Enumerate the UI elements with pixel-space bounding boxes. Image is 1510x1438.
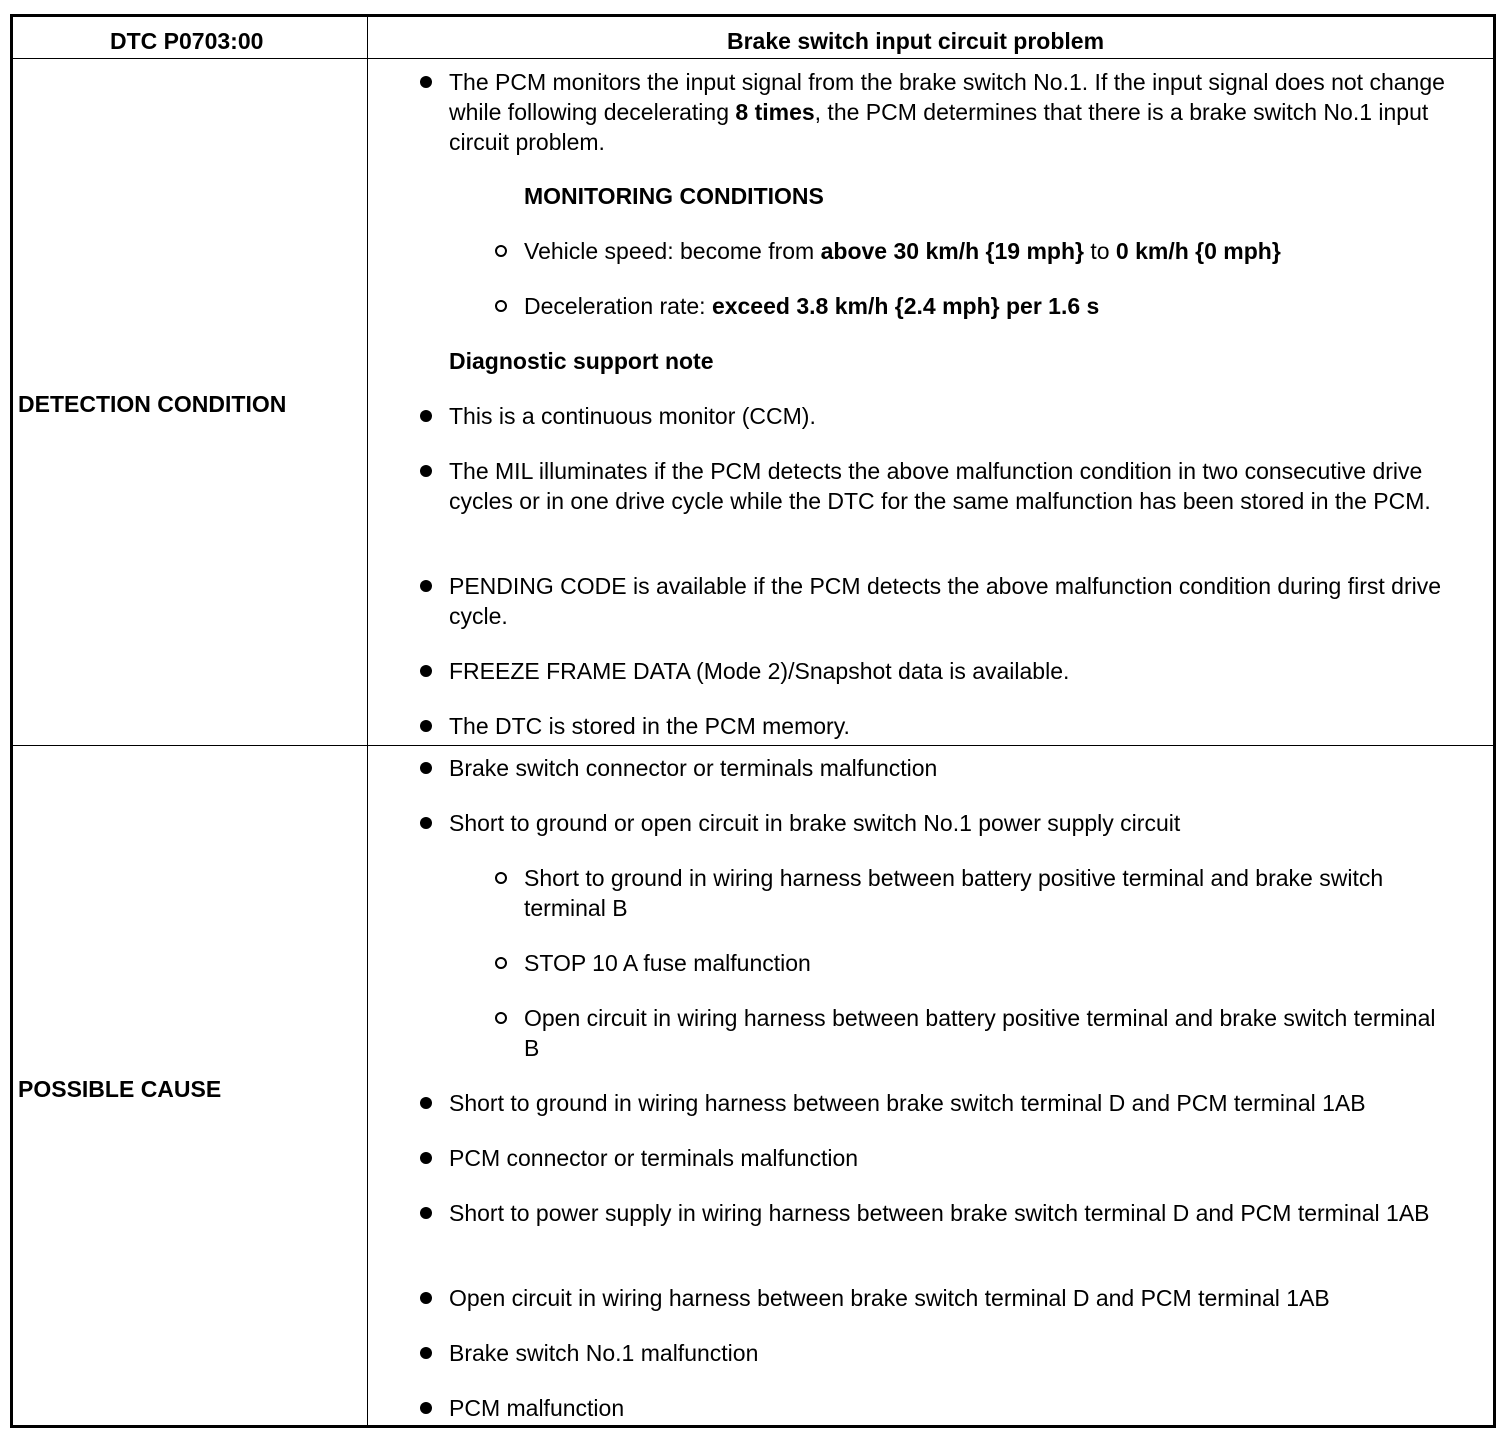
bullet-icon bbox=[420, 1292, 432, 1304]
cause-item: Brake switch connector or terminals malfunction bbox=[449, 753, 1479, 783]
bullet-icon bbox=[420, 1207, 432, 1219]
bullet-icon bbox=[420, 1402, 432, 1414]
support-note: The DTC is stored in the PCM memory. bbox=[449, 711, 1479, 741]
bullet-icon bbox=[420, 580, 432, 592]
sub-bullet-icon bbox=[495, 957, 507, 969]
cause-item: Short to power supply in wiring harness between brake switch terminal D and PCM terminal 1AB bbox=[449, 1198, 1479, 1228]
detection-intro: The PCM monitors the input signal from the brake switch No.1. If the input signal does not change while following decelerating 8 times, the PCM determines that there is a brake switch No.1 input circuit problem. bbox=[449, 67, 1479, 157]
cause-item: PCM connector or terminals malfunction bbox=[449, 1143, 1479, 1173]
support-note: This is a continuous monitor (CCM). bbox=[449, 401, 1479, 431]
cause-item: PCM malfunction bbox=[449, 1393, 1479, 1423]
sub-bullet-icon bbox=[495, 1012, 507, 1024]
bullet-icon bbox=[420, 720, 432, 732]
sub-bullet-icon bbox=[495, 872, 507, 884]
cause-item: Open circuit in wiring harness between brake switch terminal D and PCM terminal 1AB bbox=[449, 1283, 1479, 1313]
cause-item: Short to ground in wiring harness between brake switch terminal D and PCM terminal 1AB bbox=[449, 1088, 1479, 1118]
cause-sub-item: STOP 10 A fuse malfunction bbox=[524, 948, 1474, 978]
support-note: The MIL illuminates if the PCM detects the above malfunction condition in two consecutive drive cycles or in one drive cycle while the DTC for the same malfunction has been stored in the PCM. bbox=[449, 456, 1479, 516]
bullet-icon bbox=[420, 665, 432, 677]
monitoring-conditions-heading: MONITORING CONDITIONS bbox=[524, 183, 824, 209]
bullet-icon bbox=[420, 1152, 432, 1164]
support-note: FREEZE FRAME DATA (Mode 2)/Snapshot data is available. bbox=[449, 656, 1479, 686]
diagnostic-support-heading: Diagnostic support note bbox=[449, 348, 714, 374]
bullet-icon bbox=[420, 817, 432, 829]
sub-bullet-icon bbox=[495, 300, 507, 312]
bullet-icon bbox=[420, 1347, 432, 1359]
header-divider bbox=[13, 58, 1493, 59]
monitoring-deceleration: Deceleration rate: exceed 3.8 km/h {2.4 mph} per 1.6 s bbox=[524, 291, 1474, 321]
dtc-code: DTC P0703:00 bbox=[110, 28, 264, 54]
dtc-document bbox=[10, 14, 1496, 1428]
dtc-title: Brake switch input circuit problem bbox=[727, 28, 1105, 54]
sub-bullet-icon bbox=[495, 245, 507, 257]
bullet-icon bbox=[420, 76, 432, 88]
bullet-icon bbox=[420, 465, 432, 477]
bullet-icon bbox=[420, 762, 432, 774]
possible-cause-label: POSSIBLE CAUSE bbox=[18, 1076, 222, 1102]
section-divider bbox=[13, 745, 1493, 746]
column-divider bbox=[367, 17, 368, 1425]
monitoring-speed: Vehicle speed: become from above 30 km/h {19 mph} to 0 km/h {0 mph} bbox=[524, 236, 1474, 266]
bullet-icon bbox=[420, 1097, 432, 1109]
support-note: PENDING CODE is available if the PCM detects the above malfunction condition during first drive cycle. bbox=[449, 571, 1479, 631]
detection-condition-label: DETECTION CONDITION bbox=[18, 391, 287, 417]
cause-item: Brake switch No.1 malfunction bbox=[449, 1338, 1479, 1368]
cause-item: Short to ground or open circuit in brake switch No.1 power supply circuit bbox=[449, 808, 1479, 838]
cause-sub-item: Open circuit in wiring harness between battery positive terminal and brake switch terminal B bbox=[524, 1003, 1474, 1063]
cause-sub-item: Short to ground in wiring harness between battery positive terminal and brake switch terminal B bbox=[524, 863, 1474, 923]
bullet-icon bbox=[420, 410, 432, 422]
